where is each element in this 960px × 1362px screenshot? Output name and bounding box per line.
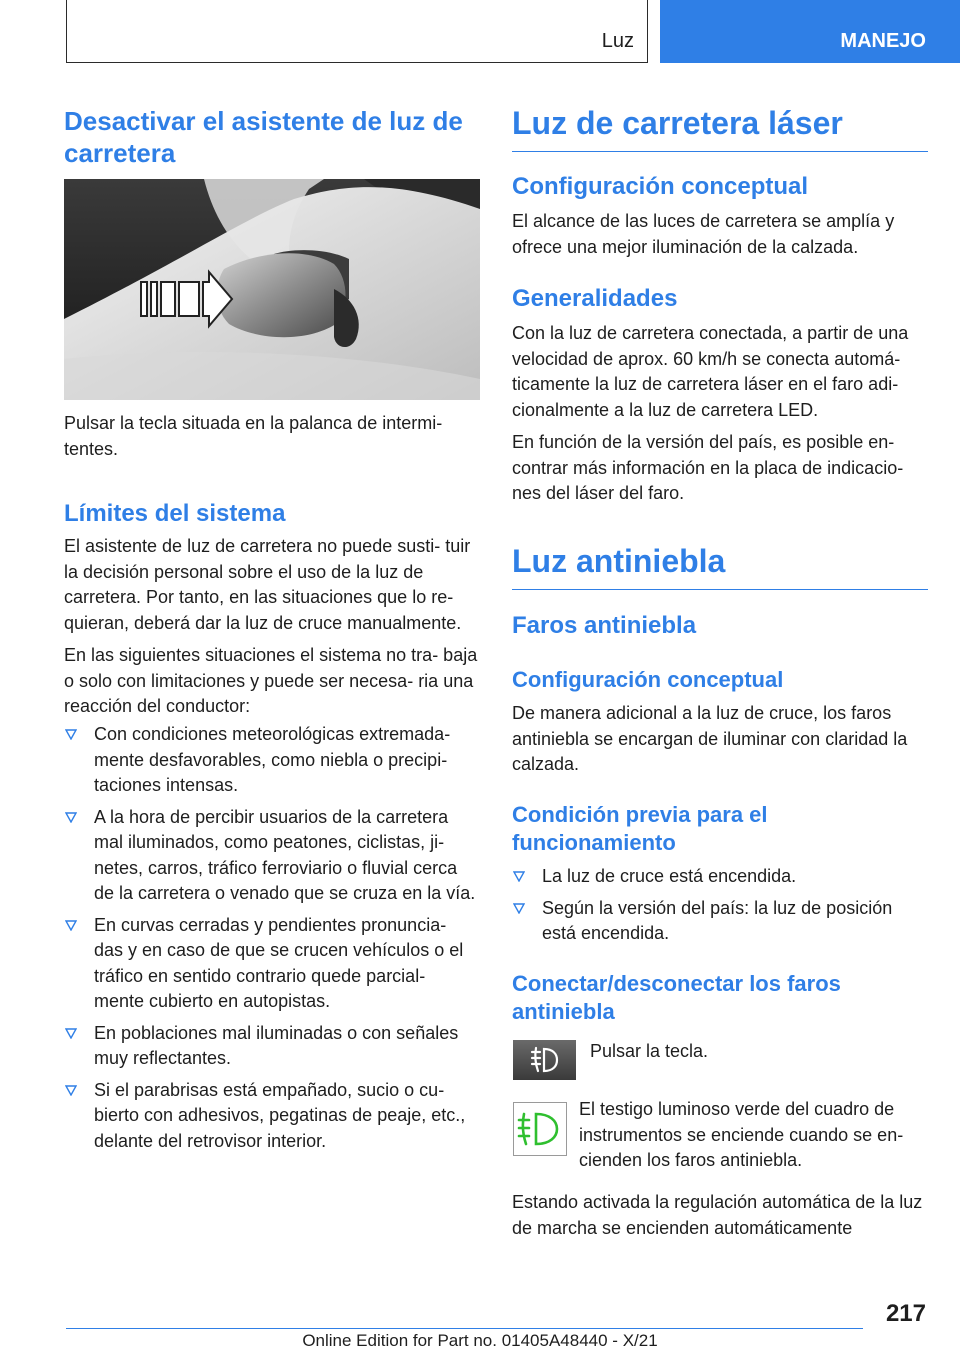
- list-item: [64, 913, 480, 1015]
- triangle-bullet-icon: [65, 1085, 77, 1096]
- heading-conceptual-config-fog: Configuración conceptual: [512, 667, 784, 692]
- triangle-bullet-icon: [65, 812, 77, 823]
- list-item-text: A la hora de percibir usuarios de la carretera mal iluminados, como peatones, ciclistas, ji- netes, carros, tráfico ferroviario o fluvial cerca de la carretera o venado que se cruza en la vía.: [94, 806, 476, 903]
- heading-deactivate-assistant: Desactivar el asistente de luz de carretera: [64, 106, 463, 168]
- header-frame: [66, 0, 648, 63]
- chapter-tab: [660, 0, 960, 63]
- list-item: [64, 1021, 480, 1072]
- list-item-text: Según la versión del país: la luz de posición está encendida.: [542, 897, 893, 943]
- heading-laser-high-beam: Luz de carretera láser: [512, 103, 928, 152]
- list-item-text: En poblaciones mal iluminadas o con señales muy reflectantes.: [94, 1022, 459, 1068]
- paragraph-laser-concept: El alcance de las luces de carretera se amplía y ofrece una mejor iluminación de la calzada.: [512, 211, 895, 257]
- turn-signal-lever-photo: [64, 179, 480, 400]
- paragraph-general-activation: Con la luz de carretera conectada, a partir de una velocidad de aprox. 60 km/h se conecta automá- ticamente la luz de carretera láser en el faro adi- cionalmente a la luz de carretera LED.: [512, 323, 909, 420]
- list-item: [512, 864, 928, 890]
- limits-bullet-list: [64, 722, 480, 1154]
- triangle-bullet-icon: [513, 871, 525, 882]
- footer-divider: [66, 1328, 863, 1329]
- fog-lamp-indicator-icon: [513, 1102, 567, 1156]
- heading-system-limits: Límites del sistema: [64, 500, 286, 527]
- section-title: Luz: [601, 30, 634, 52]
- paragraph-fog-concept: De manera adicional a la luz de cruce, los faros antiniebla se encargan de iluminar con claridad la calzada.: [512, 703, 908, 774]
- heading-toggle-fog-lamps: Conectar/desconectar los faros antiniebla: [512, 971, 841, 1024]
- paragraph-general-country: En función de la versión del país, es posible en- contrar más información en la placa de indicacio- nes del láser del faro.: [512, 432, 904, 503]
- list-item-text: La luz de cruce está encendida.: [542, 866, 797, 886]
- list-item: [512, 896, 928, 947]
- list-item-text: En curvas cerradas y pendientes pronuncia- das y en caso de que se crucen vehículos o el tráfico en sentido contrario quede parcial- mente cubierto en autopistas.: [94, 914, 464, 1011]
- paragraph-limits-situations: En las siguientes situaciones el sistema no tra- baja o solo con limitaciones y puede ser necesa- ria una reacción del conductor:: [64, 645, 478, 716]
- triangle-bullet-icon: [65, 920, 77, 931]
- fog-lamp-button-icon: [513, 1040, 576, 1080]
- heading-general: Generalidades: [512, 285, 678, 312]
- heading-conceptual-config: Configuración conceptual: [512, 173, 809, 200]
- chapter-label: MANEJO: [840, 30, 926, 52]
- footer-edition: Online Edition for Part no. 01405A48440 - X/21: [302, 1331, 658, 1350]
- paragraph-limits-intro: El asistente de luz de carretera no puede susti- tuir la decisión personal sobre el uso de la luz de carretera. Por tanto, en las situaciones que lo re- quieran, deberá dar la luz de cruce manualmente.: [64, 536, 471, 633]
- page-number: 217: [885, 1300, 926, 1327]
- list-item-text: Si el parabrisas está empañado, sucio o cu- bierto con adhesivos, pegatinas de peaje, etc., delante del retrovisor interior.: [94, 1079, 466, 1151]
- paragraph-press-key: Pulsar la tecla.: [590, 1041, 709, 1061]
- list-item: [64, 805, 480, 907]
- paragraph-auto-headlight: Estando activada la regulación automática de la luz de marcha se encienden automáticamente: [512, 1192, 923, 1238]
- heading-fog-light: Luz antiniebla: [512, 541, 928, 590]
- list-item-text: Con condiciones meteorológicas extremada- mente desfavorables, como niebla o precipi- taciones intensas.: [94, 724, 451, 795]
- list-item: [64, 722, 480, 799]
- triangle-bullet-icon: [513, 903, 525, 914]
- precondition-bullet-list: [512, 864, 928, 947]
- paragraph-press-lever-button: Pulsar la tecla situada en la palanca de intermi- tentes.: [64, 413, 443, 459]
- heading-fog-lamps: Faros antiniebla: [512, 612, 697, 639]
- paragraph-indicator-light: El testigo luminoso verde del cuadro de instrumentos se enciende cuando se en- cienden los faros antiniebla.: [579, 1099, 904, 1170]
- list-item: [64, 1078, 480, 1155]
- triangle-bullet-icon: [65, 729, 77, 740]
- triangle-bullet-icon: [65, 1028, 77, 1039]
- heading-precondition: Condición previa para el funcionamiento: [512, 802, 768, 855]
